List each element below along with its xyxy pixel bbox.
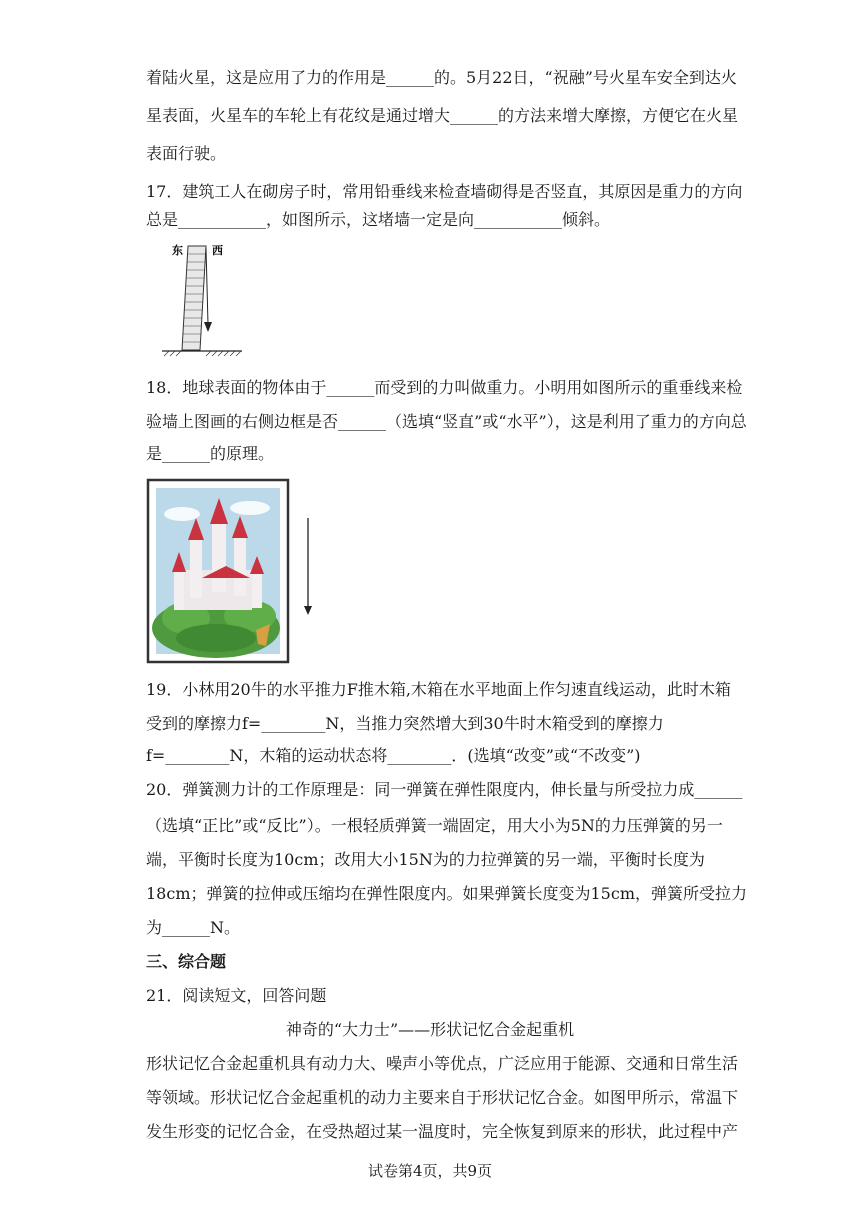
text-line: 18cm；弹簧的拉伸或压缩均在弹性限度内。如果弹簧长度变为15cm，弹簧所受拉力 (146, 884, 747, 903)
question-19: 19．小林用20牛的水平推力F推木箱,木箱在水平地面上作匀速直线运动，此时木箱 (146, 680, 731, 699)
text-line: f=________N，木箱的运动状态将________．(选填“改变”或“不改变”) (146, 746, 641, 765)
passage-title: 神奇的“大力士”——形状记忆合金起重机 (285, 1020, 575, 1039)
question-21: 21．阅读短文，回答问题 (146, 986, 327, 1005)
label-east: 东 (172, 244, 183, 257)
question-17: 17．建筑工人在砌房子时，常用铅垂线来检查墙砌得是否竖直，其原因是重力的方向 (146, 182, 743, 201)
text-line: 总是___________，如图所示，这堵墙一定是向___________倾斜。 (146, 210, 611, 229)
question-18: 18．地球表面的物体由于______而受到的力叫做重力。小明用如图所示的重垂线来检 (146, 378, 743, 397)
page-footer: 试卷第4页，共9页 (367, 1162, 493, 1180)
text-line: 等领域。形状记忆合金起重机的动力主要来自于形状记忆合金。如图甲所示，常温下 (146, 1088, 739, 1107)
text-line: 为______N。 (146, 918, 241, 937)
text-line: （选填“正比”或“反比”）。一根轻质弹簧一端固定，用大小为5N的力压弹簧的另一 (146, 816, 723, 835)
text-line: 是______的原理。 (146, 444, 275, 463)
section-heading: 三、综合题 (146, 952, 227, 971)
question-20: 20．弹簧测力计的工作原理是：同一弹簧在弹性限度内，伸长量与所受拉力成______ (146, 780, 743, 799)
text-line: 发生形变的记忆合金，在受热超过某一温度时，完全恢复到原来的形状，此过程中产 (146, 1122, 739, 1141)
text-line: 表面行驶。 (146, 144, 227, 163)
text-line: 端，平衡时长度为10cm；改用大小15N为的力拉弹簧的另一端，平衡时长度为 (146, 850, 705, 869)
label-west: 西 (212, 244, 223, 257)
text-line: 验墙上图画的右侧边框是否______（选填“竖直”或“水平”），这是利用了重力的方向总 (146, 412, 747, 431)
text-line: 着陆火星，这是应用了力的作用是______的。5月22日，“祝融”号火星车安全到达火 (146, 68, 737, 87)
figure-17-wall (160, 238, 250, 358)
text-line: 星表面，火星车的车轮上有花纹是通过增大______的方法来增大摩擦，方便它在火星 (146, 106, 739, 125)
text-line: 形状记忆合金起重机具有动力大、噪声小等优点，广泛应用于能源、交通和日常生活 (146, 1054, 739, 1073)
text-line: 受到的摩擦力f=________N，当推力突然增大到30牛时木箱受到的摩擦力 (146, 714, 664, 733)
figure-18-castle-picture (146, 478, 326, 666)
